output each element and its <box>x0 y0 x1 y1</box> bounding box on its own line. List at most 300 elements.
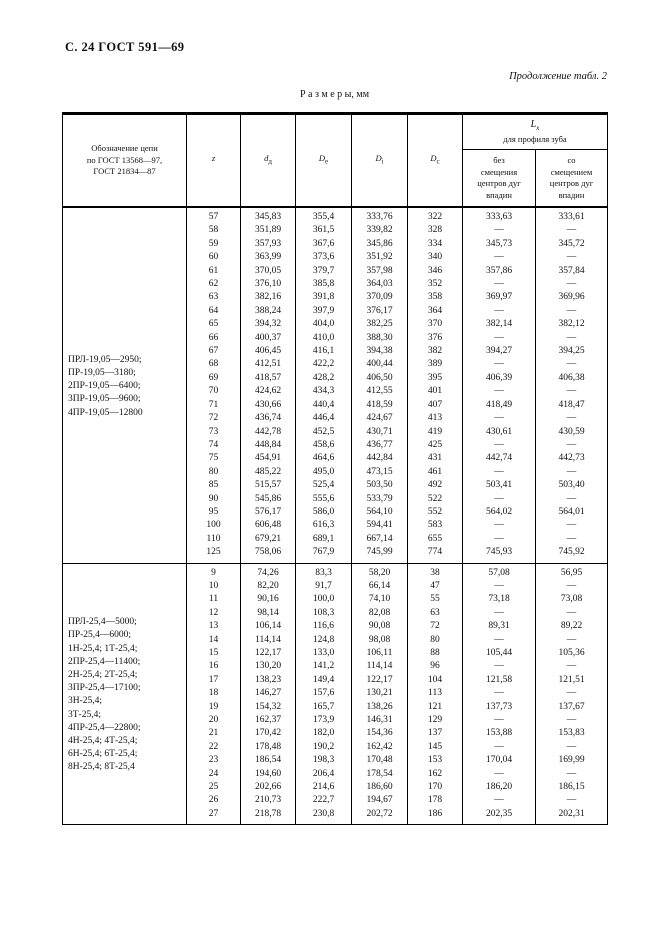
d-value: 545,86 <box>241 493 296 506</box>
Dc-value: 104 <box>408 674 463 687</box>
Di-value: 146,31 <box>352 714 408 727</box>
L-no-offset-value: — <box>463 687 536 700</box>
Dc-value: 389 <box>408 358 463 371</box>
L-with-offset-value: 202,31 <box>536 808 608 825</box>
Di-value: 667,14 <box>352 533 408 546</box>
De-value: 214,6 <box>296 781 352 794</box>
L-with-offset-value: 430,59 <box>536 426 608 439</box>
Di-value: 194,67 <box>352 794 408 807</box>
z-value: 90 <box>187 493 241 506</box>
L-with-offset-value: — <box>536 519 608 532</box>
De-value: 83,3 <box>296 563 352 580</box>
Dc-value: 170 <box>408 781 463 794</box>
De-value: 100,0 <box>296 593 352 606</box>
d-value: 154,32 <box>241 701 296 714</box>
Dc-value: 162 <box>408 768 463 781</box>
col-header-Dc: $D_c$ <box>408 114 463 208</box>
L-with-offset-value: 169,99 <box>536 754 608 767</box>
d-value: 448,84 <box>241 439 296 452</box>
d-value: 210,73 <box>241 794 296 807</box>
z-value: 10 <box>187 580 241 593</box>
chain-designation: ПРЛ-19,05—2950; ПР-19,05—3180; 2ПР-19,05—6400; 3ПР-19,05—9600; 4ПР-19,05—12800 <box>63 207 187 563</box>
Di-value: 357,98 <box>352 265 408 278</box>
Dc-value: 322 <box>408 207 463 224</box>
Di-value: 533,79 <box>352 493 408 506</box>
De-value: 616,3 <box>296 519 352 532</box>
Dc-value: 583 <box>408 519 463 532</box>
Di-value: 162,42 <box>352 741 408 754</box>
Di-value: 90,08 <box>352 620 408 633</box>
col-header-L-with-offset: со смещением центров дуг впадин <box>536 150 608 208</box>
d-value: 442,78 <box>241 426 296 439</box>
z-value: 75 <box>187 452 241 465</box>
De-value: 133,0 <box>296 647 352 660</box>
col-header-De: $D_e$ <box>296 114 352 208</box>
De-value: 586,0 <box>296 506 352 519</box>
L-with-offset-value: — <box>536 607 608 620</box>
Di-value: 430,71 <box>352 426 408 439</box>
table-row <box>63 207 608 224</box>
De-value: 373,6 <box>296 251 352 264</box>
De-value: 495,0 <box>296 466 352 479</box>
d-value: 357,93 <box>241 238 296 251</box>
L-with-offset-value: — <box>536 332 608 345</box>
De-value: 182,0 <box>296 727 352 740</box>
z-value: 27 <box>187 808 241 825</box>
Dc-value: 401 <box>408 385 463 398</box>
De-value: 404,0 <box>296 318 352 331</box>
Dc-value: 72 <box>408 620 463 633</box>
d-value: 388,24 <box>241 305 296 318</box>
Dc-value: 358 <box>408 291 463 304</box>
De-value: 397,9 <box>296 305 352 318</box>
z-value: 80 <box>187 466 241 479</box>
De-value: 385,8 <box>296 278 352 291</box>
Di-value: 745,99 <box>352 546 408 563</box>
De-value: 689,1 <box>296 533 352 546</box>
Di-value: 82,08 <box>352 607 408 620</box>
Dc-value: 88 <box>408 647 463 660</box>
z-value: 24 <box>187 768 241 781</box>
L-with-offset-value: — <box>536 660 608 673</box>
d-value: 186,54 <box>241 754 296 767</box>
z-value: 9 <box>187 563 241 580</box>
z-value: 71 <box>187 399 241 412</box>
z-value: 17 <box>187 674 241 687</box>
d-value: 202,66 <box>241 781 296 794</box>
L-no-offset-value: 170,04 <box>463 754 536 767</box>
col-header-L-group: $L_х$ для профиля зуба <box>463 114 608 150</box>
Dc-value: 96 <box>408 660 463 673</box>
Dc-value: 419 <box>408 426 463 439</box>
Di-value: 58,20 <box>352 563 408 580</box>
d-value: 576,17 <box>241 506 296 519</box>
z-value: 22 <box>187 741 241 754</box>
z-value: 58 <box>187 224 241 237</box>
d-value: 90,16 <box>241 593 296 606</box>
page-header: С. 24 ГОСТ 591—69 <box>65 40 185 54</box>
d-value: 194,60 <box>241 768 296 781</box>
Dc-value: 370 <box>408 318 463 331</box>
L-with-offset-value: — <box>536 385 608 398</box>
Di-value: 418,59 <box>352 399 408 412</box>
Di-value: 364,03 <box>352 278 408 291</box>
d-value: 170,42 <box>241 727 296 740</box>
De-value: 446,4 <box>296 412 352 425</box>
d-value: 606,48 <box>241 519 296 532</box>
Dc-value: 376 <box>408 332 463 345</box>
L-no-offset-value: — <box>463 794 536 807</box>
De-value: 458,6 <box>296 439 352 452</box>
L-with-offset-value: — <box>536 278 608 291</box>
z-value: 11 <box>187 593 241 606</box>
L-no-offset-value: 503,41 <box>463 479 536 492</box>
Dc-value: 413 <box>408 412 463 425</box>
d-value: 485,22 <box>241 466 296 479</box>
De-value: 428,2 <box>296 372 352 385</box>
L-no-offset-value: 202,35 <box>463 808 536 825</box>
z-value: 70 <box>187 385 241 398</box>
z-value: 100 <box>187 519 241 532</box>
L-no-offset-value: 564,02 <box>463 506 536 519</box>
d-value: 130,20 <box>241 660 296 673</box>
Di-value: 382,25 <box>352 318 408 331</box>
d-value: 162,37 <box>241 714 296 727</box>
Dc-value: 346 <box>408 265 463 278</box>
L-with-offset-value: — <box>536 224 608 237</box>
L-with-offset-value: 121,51 <box>536 674 608 687</box>
z-value: 16 <box>187 660 241 673</box>
L-with-offset-value: 73,08 <box>536 593 608 606</box>
z-value: 14 <box>187 634 241 647</box>
Di-value: 98,08 <box>352 634 408 647</box>
L-with-offset-value: — <box>536 305 608 318</box>
L-no-offset-value: 394,27 <box>463 345 536 358</box>
z-value: 26 <box>187 794 241 807</box>
Di-value: 333,76 <box>352 207 408 224</box>
z-value: 59 <box>187 238 241 251</box>
col-header-z: z <box>187 114 241 208</box>
z-value: 73 <box>187 426 241 439</box>
Di-value: 170,48 <box>352 754 408 767</box>
L-with-offset-value: — <box>536 768 608 781</box>
Di-value: 376,17 <box>352 305 408 318</box>
L-no-offset-value: — <box>463 251 536 264</box>
L-with-offset-value: — <box>536 251 608 264</box>
De-value: 222,7 <box>296 794 352 807</box>
d-value: 138,23 <box>241 674 296 687</box>
Dc-value: 38 <box>408 563 463 580</box>
d-value: 345,83 <box>241 207 296 224</box>
chain-group-1 <box>63 207 608 563</box>
Di-value: 178,54 <box>352 768 408 781</box>
L-no-offset-value: 333,63 <box>463 207 536 224</box>
table-caption: Р а з м е р ы, мм <box>299 89 370 100</box>
Di-value: 106,11 <box>352 647 408 660</box>
z-value: 66 <box>187 332 241 345</box>
L-no-offset-value: — <box>463 580 536 593</box>
Di-value: 154,36 <box>352 727 408 740</box>
d-value: 430,66 <box>241 399 296 412</box>
Di-value: 186,60 <box>352 781 408 794</box>
d-value: 106,14 <box>241 620 296 633</box>
L-no-offset-value: 105,44 <box>463 647 536 660</box>
L-with-offset-value: — <box>536 634 608 647</box>
De-value: 91,7 <box>296 580 352 593</box>
De-value: 452,5 <box>296 426 352 439</box>
d-value: 98,14 <box>241 607 296 620</box>
L-no-offset-value: — <box>463 533 536 546</box>
De-value: 190,2 <box>296 741 352 754</box>
z-value: 110 <box>187 533 241 546</box>
Dc-value: 63 <box>408 607 463 620</box>
De-value: 116,6 <box>296 620 352 633</box>
z-value: 25 <box>187 781 241 794</box>
L-no-offset-value: — <box>463 714 536 727</box>
d-value: 376,10 <box>241 278 296 291</box>
L-no-offset-value: 418,49 <box>463 399 536 412</box>
Di-value: 370,09 <box>352 291 408 304</box>
De-value: 157,6 <box>296 687 352 700</box>
d-value: 515,57 <box>241 479 296 492</box>
chain-designation: ПРЛ-25,4—5000; ПР-25,4—6000; 1Н-25,4; 1Т-25,4; 2ПР-25,4—11400; 2Н-25,4; 2Т-25,4; 3ПР-25,4—17100; 3Н-25,4; 3Т-25,4; 4ПР-25,4—22800; 4Н-25,4; 4Т-25,4; 6Н-25,4; 6Т-25,4; 8Н-25,4; 8Т-25,4 <box>63 563 187 825</box>
d-value: 178,48 <box>241 741 296 754</box>
L-no-offset-value: 57,08 <box>463 563 536 580</box>
L-no-offset-value: 357,86 <box>463 265 536 278</box>
Dc-value: 334 <box>408 238 463 251</box>
Dc-value: 47 <box>408 580 463 593</box>
De-value: 149,4 <box>296 674 352 687</box>
Dc-value: 113 <box>408 687 463 700</box>
Dc-value: 395 <box>408 372 463 385</box>
col-header-L-no-offset: без смещения центров дуг впадин <box>463 150 536 208</box>
col-header-d: $d_д$ <box>241 114 296 208</box>
De-value: 525,4 <box>296 479 352 492</box>
d-value: 394,32 <box>241 318 296 331</box>
L-no-offset-value: 121,58 <box>463 674 536 687</box>
L-with-offset-value: 503,40 <box>536 479 608 492</box>
Di-value: 138,26 <box>352 701 408 714</box>
L-no-offset-value: 745,93 <box>463 546 536 563</box>
L-no-offset-value: 382,14 <box>463 318 536 331</box>
L-with-offset-value: — <box>536 741 608 754</box>
L-no-offset-value: 442,74 <box>463 452 536 465</box>
L-no-offset-value: — <box>463 634 536 647</box>
Dc-value: 186 <box>408 808 463 825</box>
Dc-value: 364 <box>408 305 463 318</box>
Di-value: 122,17 <box>352 674 408 687</box>
Di-value: 394,38 <box>352 345 408 358</box>
Dc-value: 774 <box>408 546 463 563</box>
De-value: 416,1 <box>296 345 352 358</box>
Di-value: 114,14 <box>352 660 408 673</box>
L-with-offset-value: 137,67 <box>536 701 608 714</box>
L-with-offset-value: — <box>536 412 608 425</box>
De-value: 379,7 <box>296 265 352 278</box>
De-value: 165,7 <box>296 701 352 714</box>
L-with-offset-value: 56,95 <box>536 563 608 580</box>
z-value: 23 <box>187 754 241 767</box>
Dc-value: 80 <box>408 634 463 647</box>
L-no-offset-value: 369,97 <box>463 291 536 304</box>
L-no-offset-value: — <box>463 493 536 506</box>
d-value: 454,91 <box>241 452 296 465</box>
De-value: 391,8 <box>296 291 352 304</box>
d-value: 114,14 <box>241 634 296 647</box>
d-value: 436,74 <box>241 412 296 425</box>
L-with-offset-value: 89,22 <box>536 620 608 633</box>
col-header-Di: $D_i$ <box>352 114 408 208</box>
z-value: 20 <box>187 714 241 727</box>
L-no-offset-value: 430,61 <box>463 426 536 439</box>
De-value: 108,3 <box>296 607 352 620</box>
L-with-offset-value: 382,12 <box>536 318 608 331</box>
L-with-offset-value: 394,25 <box>536 345 608 358</box>
Dc-value: 431 <box>408 452 463 465</box>
z-value: 19 <box>187 701 241 714</box>
Di-value: 436,77 <box>352 439 408 452</box>
Di-value: 412,55 <box>352 385 408 398</box>
L-with-offset-value: 357,84 <box>536 265 608 278</box>
L-with-offset-value: — <box>536 533 608 546</box>
z-value: 60 <box>187 251 241 264</box>
d-value: 218,78 <box>241 808 296 825</box>
z-value: 13 <box>187 620 241 633</box>
L-no-offset-value: — <box>463 224 536 237</box>
L-no-offset-value: — <box>463 607 536 620</box>
L-with-offset-value: — <box>536 493 608 506</box>
L-no-offset-value: 89,31 <box>463 620 536 633</box>
L-no-offset-value: 73,18 <box>463 593 536 606</box>
L-no-offset-value: 186,20 <box>463 781 536 794</box>
L-with-offset-value: — <box>536 358 608 371</box>
Dc-value: 552 <box>408 506 463 519</box>
De-value: 410,0 <box>296 332 352 345</box>
Di-value: 66,14 <box>352 580 408 593</box>
z-value: 18 <box>187 687 241 700</box>
z-value: 68 <box>187 358 241 371</box>
L-no-offset-value: — <box>463 768 536 781</box>
L-no-offset-value: — <box>463 466 536 479</box>
L-with-offset-value: — <box>536 439 608 452</box>
z-value: 61 <box>187 265 241 278</box>
Di-value: 339,82 <box>352 224 408 237</box>
Dc-value: 461 <box>408 466 463 479</box>
L-with-offset-value: 745,92 <box>536 546 608 563</box>
L-with-offset-value: — <box>536 794 608 807</box>
De-value: 361,5 <box>296 224 352 237</box>
De-value: 767,9 <box>296 546 352 563</box>
Di-value: 130,21 <box>352 687 408 700</box>
L-no-offset-value: 345,73 <box>463 238 536 251</box>
Di-value: 74,10 <box>352 593 408 606</box>
d-value: 122,17 <box>241 647 296 660</box>
De-value: 422,2 <box>296 358 352 371</box>
Dc-value: 425 <box>408 439 463 452</box>
L-with-offset-value: 153,83 <box>536 727 608 740</box>
d-value: 370,05 <box>241 265 296 278</box>
L-no-offset-value: — <box>463 519 536 532</box>
Di-value: 564,10 <box>352 506 408 519</box>
d-value: 400,37 <box>241 332 296 345</box>
Dc-value: 153 <box>408 754 463 767</box>
Dc-value: 492 <box>408 479 463 492</box>
z-value: 63 <box>187 291 241 304</box>
Dc-value: 55 <box>408 593 463 606</box>
Di-value: 406,50 <box>352 372 408 385</box>
z-value: 57 <box>187 207 241 224</box>
L-no-offset-value: — <box>463 412 536 425</box>
z-value: 64 <box>187 305 241 318</box>
L-with-offset-value: — <box>536 580 608 593</box>
d-value: 758,06 <box>241 546 296 563</box>
L-with-offset-value: — <box>536 687 608 700</box>
table-row <box>63 563 608 580</box>
z-value: 12 <box>187 607 241 620</box>
L-no-offset-value: — <box>463 358 536 371</box>
z-value: 67 <box>187 345 241 358</box>
Di-value: 345,86 <box>352 238 408 251</box>
Di-value: 503,50 <box>352 479 408 492</box>
L-no-offset-value: 137,73 <box>463 701 536 714</box>
De-value: 440,4 <box>296 399 352 412</box>
dimensions-table <box>62 112 608 825</box>
L-with-offset-value: 442,73 <box>536 452 608 465</box>
L-with-offset-value: 105,36 <box>536 647 608 660</box>
Dc-value: 178 <box>408 794 463 807</box>
Dc-value: 352 <box>408 278 463 291</box>
Di-value: 594,41 <box>352 519 408 532</box>
Di-value: 351,92 <box>352 251 408 264</box>
Dc-value: 129 <box>408 714 463 727</box>
z-value: 95 <box>187 506 241 519</box>
z-value: 85 <box>187 479 241 492</box>
De-value: 124,8 <box>296 634 352 647</box>
d-value: 351,89 <box>241 224 296 237</box>
L-with-offset-value: 333,61 <box>536 207 608 224</box>
L-no-offset-value: — <box>463 332 536 345</box>
L-no-offset-value: — <box>463 278 536 291</box>
Dc-value: 121 <box>408 701 463 714</box>
L-with-offset-value: 369,96 <box>536 291 608 304</box>
d-value: 382,16 <box>241 291 296 304</box>
Dc-value: 340 <box>408 251 463 264</box>
De-value: 230,8 <box>296 808 352 825</box>
De-value: 555,6 <box>296 493 352 506</box>
d-value: 406,45 <box>241 345 296 358</box>
table-continuation-note: Продолжение табл. 2 <box>509 71 607 82</box>
Dc-value: 145 <box>408 741 463 754</box>
z-value: 65 <box>187 318 241 331</box>
L-no-offset-value: 406,39 <box>463 372 536 385</box>
L-with-offset-value: 406,38 <box>536 372 608 385</box>
z-value: 15 <box>187 647 241 660</box>
De-value: 464,6 <box>296 452 352 465</box>
Di-value: 388,30 <box>352 332 408 345</box>
z-value: 69 <box>187 372 241 385</box>
z-value: 72 <box>187 412 241 425</box>
L-no-offset-value: — <box>463 385 536 398</box>
d-value: 363,99 <box>241 251 296 264</box>
L-no-offset-value: — <box>463 741 536 754</box>
d-value: 679,21 <box>241 533 296 546</box>
De-value: 198,3 <box>296 754 352 767</box>
De-value: 141,2 <box>296 660 352 673</box>
Di-value: 424,67 <box>352 412 408 425</box>
d-value: 146,27 <box>241 687 296 700</box>
col-header-designation: Обозначение цепи по ГОСТ 13568—97, ГОСТ 21834—87 <box>63 114 187 208</box>
L-with-offset-value: — <box>536 466 608 479</box>
